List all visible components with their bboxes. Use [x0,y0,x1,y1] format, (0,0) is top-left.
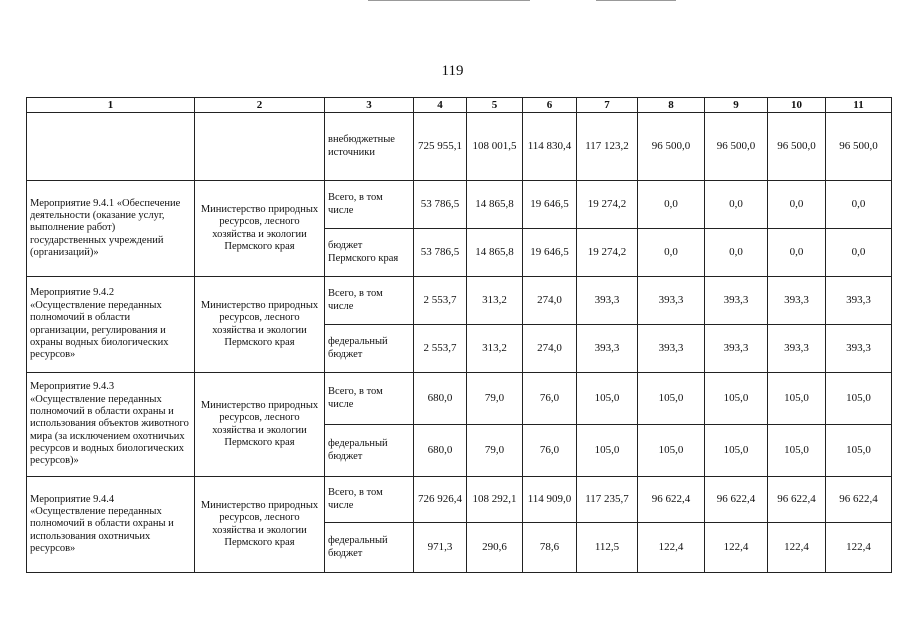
value-cell: 105,0 [705,373,768,425]
value-cell: 393,3 [768,325,826,373]
value-cell: 79,0 [467,373,523,425]
funding-source: бюджет Пермского края [325,229,414,277]
funding-source: Всего, в том числе [325,181,414,229]
table-row [27,277,892,325]
value-cell: 105,0 [638,373,705,425]
value-cell: 971,3 [414,523,467,573]
value-cell: 105,0 [768,373,826,425]
value-cell: 2 553,7 [414,277,467,325]
top-rule-right [596,0,676,1]
value-cell: 393,3 [705,325,768,373]
budget-table [26,97,892,573]
value-cell: 393,3 [826,325,892,373]
value-cell: 2 553,7 [414,325,467,373]
value-cell: 117 123,2 [577,113,638,181]
value-cell: 393,3 [826,277,892,325]
value-cell: 53 786,5 [414,181,467,229]
value-cell: 105,0 [577,373,638,425]
value-cell: 274,0 [523,325,577,373]
value-cell: 393,3 [768,277,826,325]
value-cell: 290,6 [467,523,523,573]
value-cell: 105,0 [826,425,892,477]
value-cell: 76,0 [523,425,577,477]
value-cell: 274,0 [523,277,577,325]
col-header: 4 [414,98,467,113]
table-row [27,373,892,425]
col-header: 2 [195,98,325,113]
value-cell: 0,0 [768,229,826,277]
measure-name: Мероприятие 9.4.2 «Осуществление переданных полномочий в области организации, регулирования и охраны водных биологических ресурсов» [27,277,195,373]
col-header: 11 [826,98,892,113]
value-cell: 78,6 [523,523,577,573]
responsible-org: Министерство природных ресурсов, лесного хозяйства и экологии Пермского края [195,373,325,477]
measure-name [27,113,195,181]
col-header: 10 [768,98,826,113]
value-cell: 393,3 [577,325,638,373]
responsible-org: Министерство природных ресурсов, лесного хозяйства и экологии Пермского края [195,181,325,277]
value-cell: 96 500,0 [826,113,892,181]
value-cell: 0,0 [705,181,768,229]
value-cell: 0,0 [705,229,768,277]
value-cell: 393,3 [705,277,768,325]
funding-source: Всего, в том числе [325,477,414,523]
funding-source: федеральный бюджет [325,425,414,477]
value-cell: 117 235,7 [577,477,638,523]
value-cell: 105,0 [577,425,638,477]
funding-source: внебюджетные источники [325,113,414,181]
value-cell: 14 865,8 [467,229,523,277]
value-cell: 96 622,4 [768,477,826,523]
value-cell: 0,0 [826,229,892,277]
col-header: 6 [523,98,577,113]
value-cell: 96 500,0 [768,113,826,181]
value-cell: 19 274,2 [577,229,638,277]
funding-source: федеральный бюджет [325,523,414,573]
value-cell: 726 926,4 [414,477,467,523]
value-cell: 725 955,1 [414,113,467,181]
value-cell: 313,2 [467,277,523,325]
measure-name: Мероприятие 9.4.1 «Обеспечение деятельности (оказание услуг, выполнение работ) государственных учреждений (организаций)» [27,181,195,277]
header-row [27,98,892,113]
col-header: 1 [27,98,195,113]
value-cell: 96 622,4 [826,477,892,523]
responsible-org: Министерство природных ресурсов, лесного хозяйства и экологии Пермского края [195,277,325,373]
value-cell: 0,0 [826,181,892,229]
value-cell: 114 909,0 [523,477,577,523]
value-cell: 122,4 [705,523,768,573]
value-cell: 393,3 [638,325,705,373]
value-cell: 122,4 [768,523,826,573]
value-cell: 79,0 [467,425,523,477]
value-cell: 96 622,4 [705,477,768,523]
value-cell: 108 292,1 [467,477,523,523]
top-rule-left [368,0,530,1]
value-cell: 313,2 [467,325,523,373]
col-header: 7 [577,98,638,113]
value-cell: 114 830,4 [523,113,577,181]
value-cell: 14 865,8 [467,181,523,229]
value-cell: 122,4 [826,523,892,573]
measure-name: Мероприятие 9.4.3 «Осуществление переданных полномочий в области охраны и использования объектов животного мира (за исключением охотничьих ресурсов и водных биологических ресурсов)» [27,373,195,477]
value-cell: 393,3 [638,277,705,325]
funding-source: Всего, в том числе [325,277,414,325]
value-cell: 96 500,0 [638,113,705,181]
value-cell: 105,0 [705,425,768,477]
value-cell: 19 646,5 [523,229,577,277]
responsible-org: Министерство природных ресурсов, лесного хозяйства и экологии Пермского края [195,477,325,573]
value-cell: 105,0 [826,373,892,425]
value-cell: 53 786,5 [414,229,467,277]
value-cell: 680,0 [414,373,467,425]
value-cell: 19 274,2 [577,181,638,229]
table-row [27,113,892,181]
value-cell: 0,0 [638,181,705,229]
value-cell: 19 646,5 [523,181,577,229]
col-header: 3 [325,98,414,113]
col-header: 9 [705,98,768,113]
value-cell: 96 500,0 [705,113,768,181]
value-cell: 105,0 [768,425,826,477]
table-row [27,477,892,523]
measure-name: Мероприятие 9.4.4 «Осуществление переданных полномочий в области охраны и использования охотничьих ресурсов» [27,477,195,573]
value-cell: 680,0 [414,425,467,477]
value-cell: 76,0 [523,373,577,425]
value-cell: 0,0 [768,181,826,229]
value-cell: 0,0 [638,229,705,277]
value-cell: 108 001,5 [467,113,523,181]
funding-source: федеральный бюджет [325,325,414,373]
page-number: 119 [441,63,464,79]
value-cell: 112,5 [577,523,638,573]
col-header: 8 [638,98,705,113]
table-row [27,181,892,229]
value-cell: 105,0 [638,425,705,477]
value-cell: 96 622,4 [638,477,705,523]
value-cell: 122,4 [638,523,705,573]
value-cell: 393,3 [577,277,638,325]
responsible-org [195,113,325,181]
col-header: 5 [467,98,523,113]
funding-source: Всего, в том числе [325,373,414,425]
